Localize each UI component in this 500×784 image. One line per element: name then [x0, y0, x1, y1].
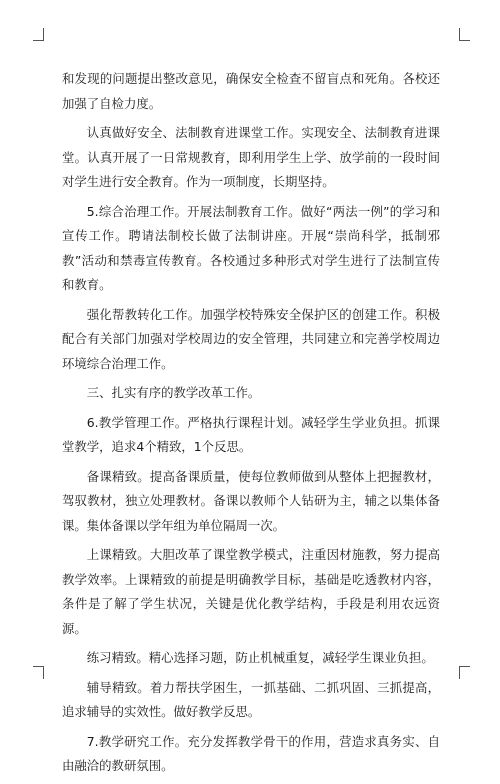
paragraph-classroom-teaching: 上课精致。大胆改革了课堂教学模式，注重因材施教，努力提高教学效率。上课精致的前提是明确教学目标，基础是吃透教材内容，条件是了解了学生状况，关键是优化教学结构，手段是利用农远资源。 — [62, 547, 440, 636]
section-heading-teaching-reform: 三、扎实有序的教学改革工作。 — [86, 385, 261, 400]
paragraph-tutoring: 辅导精致。着力帮扶学困生，一抓基础、二抓巩固、三抓提高，追求辅导的实效性。做好教学反思。 — [62, 679, 440, 719]
paragraph-teaching-research: 7.教学研究工作。充分发挥教学骨干的作用，营造求真务实、自由融洽的教研氛围。 — [62, 733, 440, 773]
crop-mark-bottom-left — [33, 666, 44, 679]
document-body — [62, 67, 440, 784]
crop-mark-bottom-right — [459, 666, 470, 679]
paragraph-assistance-conversion: 强化帮教转化工作。加强学校特殊安全保护区的创建工作。积极配合有关部门加强对学校周边的安全管理，共同建立和完善学校周边环境综合治理工作。 — [62, 306, 440, 371]
crop-mark-top-left — [33, 28, 44, 41]
paragraph-safety-legal-education: 认真做好安全、法制教育进课堂工作。实现安全、法制教育进课堂。认真开展了一日常规教育，即利用学生上学、放学前的一段时间对学生进行安全教育。作为一项制度，长期坚持。 — [62, 125, 440, 189]
paragraph-exercises: 练习精致。精心选择习题，防止机械重复，减轻学生课业负担。 — [86, 650, 434, 665]
paragraph-lesson-preparation: 备课精致。提高备课质量，使每位教师做到从整体上把握教材，驾驭教材，独立处理教材。备课以教师个人钻研为主，辅之以集体备课。集体备课以学年组为单位隔周一次。 — [62, 468, 440, 533]
paragraph-continuation: 和发现的问题提出整改意见，确保安全检查不留盲点和死角。各校还加强了自检力度。 — [62, 71, 440, 111]
paragraph-comprehensive-governance: 5.综合治理工作。开展法制教育工作。做好“两法一例”的学习和宣传工作。聘请法制校长做了法制讲座。开展“崇尚科学，抵制邪教”活动和禁毒宣传教育。各校通过多种形式对学生进行了法制宣传和教育。 — [62, 203, 440, 292]
paragraph-teaching-management: 6.教学管理工作。严格执行课程计划。减轻学生学业负担。抓课堂教学，追求4个精致，1个反思。 — [62, 414, 440, 454]
crop-mark-top-right — [459, 28, 470, 41]
